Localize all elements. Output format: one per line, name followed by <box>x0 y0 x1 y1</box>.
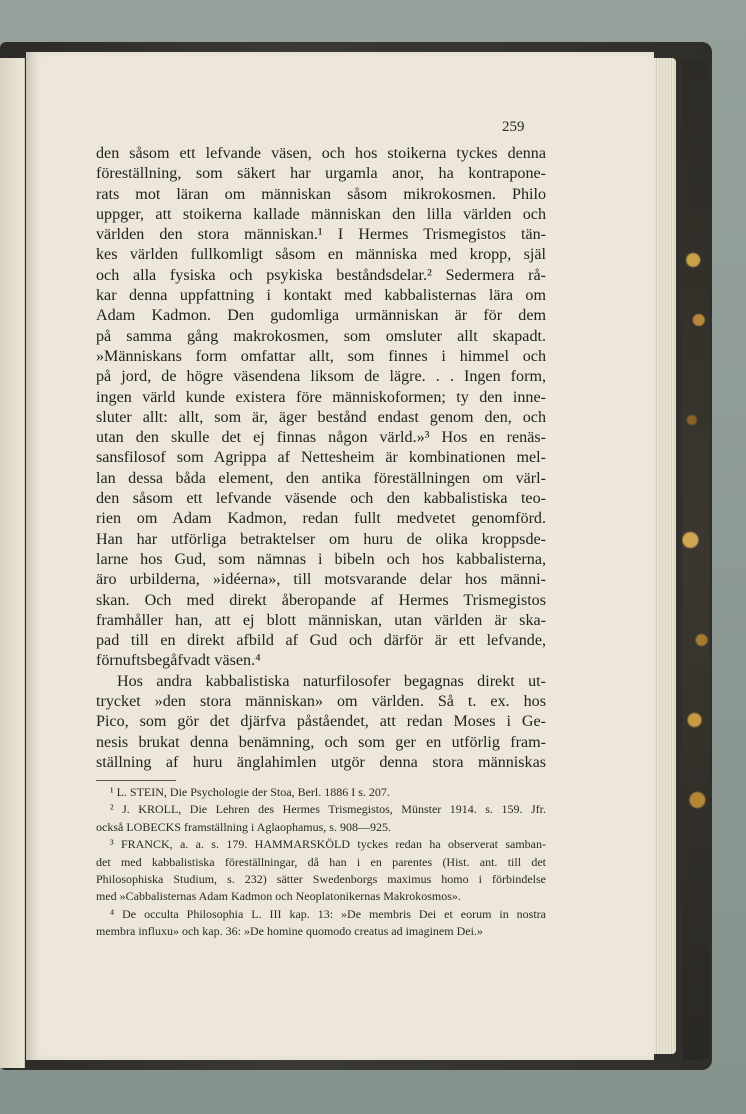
book-cover-edge <box>682 60 710 1060</box>
body-line: utan den skulle det ej finnas någon värld.»³ Hos en renäs- <box>96 429 546 447</box>
body-line: och alla fysiska och psykiska beståndsdelar.² Sedermera rå- <box>96 266 546 284</box>
body-line: Han har utförliga betraktelser om huru de olika kroppsde- <box>96 530 546 548</box>
footnote-line: ¹ L. STEIN, Die Psychologie der Stoa, Berl. 1886 I s. 207. <box>110 785 390 799</box>
body-line: den såsom ett lefvande väsen, och hos stoikerna tyckes denna <box>96 145 546 162</box>
body-line: äro urbilderna, »idéerna», till motsvarande delar hos männi- <box>96 571 546 589</box>
body-line: på jord, de högre väsendena liksom de lägre. . . Ingen form, <box>96 368 546 386</box>
facing-page-edge <box>0 58 25 1068</box>
body-line: ingen värld kunde existera före människoformen; ty den inne- <box>96 388 546 406</box>
footnote-line: Philosophiska Studium, s. 232) sätter Swedenborgs maximus homo i förbindelse <box>96 872 546 887</box>
body-line: sansfilosof som Agrippa af Nettesheim är kombinationen mel- <box>96 449 546 467</box>
body-line: larne hos Gud, som nämnas i bibeln och hos kabbalisterna, <box>96 550 546 568</box>
body-line: sluter allt: allt, som är, äger bestånd endast genom den, och <box>96 408 546 426</box>
footnote-line: ³ FRANCK, a. a. s. 179. HAMMARSKÖLD tyckes redan ha observerat samban- <box>110 837 546 852</box>
body-line: pad till en direkt afbild af Gud och därför är ett lefvande, <box>96 632 546 650</box>
body-line: trycket »den stora människan» om världen. Så t. ex. hos <box>96 693 546 711</box>
body-line: uppger, att stoikerna kallade människan den lilla världen och <box>96 205 546 223</box>
body-line: världen den stora människan.¹ I Hermes Trismegistos tän- <box>96 226 546 244</box>
body-line: föreställning, som säkert har urgamla anor, ha kontrapone- <box>96 165 546 183</box>
body-line: »Människans form omfattar allt, som finnes i himmel och <box>96 347 546 365</box>
body-line: på samma gång makrokosmen, som omsluter allt skapadt. <box>96 327 546 345</box>
body-text <box>96 144 546 773</box>
body-line: kar denna uppfattning i kontakt med kabbalisternas lära om <box>96 287 546 305</box>
footnote-line: det med kabbalistiska föreställningar, då han i en parentes (Hist. ant. till det <box>96 854 546 869</box>
body-line: ställning af huru änglahimlen utgör denna stora människas <box>96 753 546 771</box>
footnote-line: membra influxu» och kap. 36: »De homine quomodo creatus ad imaginem Dei.» <box>96 924 483 939</box>
body-line: kes världen fullkomligt såsom en människa med kropp, själ <box>96 246 546 264</box>
footnote-rule <box>96 780 176 781</box>
page-number: 259 <box>502 119 525 135</box>
footnote-line: ² J. KROLL, Die Lehren des Hermes Trismegistos, Münster 1914. s. 159. Jfr. <box>110 802 546 817</box>
body-line: Hos andra kabbalistiska naturfilosofer begagnas direkt ut- <box>117 672 546 690</box>
footnote-line: ⁴ De occulta Philosophia L. III kap. 13: »De membris Dei et eorum in nostra <box>110 906 546 921</box>
body-line: rien om Adam Kadmon, redan fullt medvetet genomförd. <box>96 510 546 528</box>
body-line: skan. Och med direkt åberopande af Hermes Trismegistos <box>96 591 546 609</box>
footnotes <box>96 784 546 941</box>
body-line: förnuftsbegåfvadt väsen.⁴ <box>96 652 261 670</box>
body-line: den såsom ett lefvande väsende och den kabbalistiska teo- <box>96 490 546 508</box>
footnote-line: också LOBECKS framställning i Aglaophamus, s. 908—925. <box>96 819 391 834</box>
body-line: rats mot läran om människan såsom mikrokosmen. Philo <box>96 185 546 203</box>
body-line: Pico, som gör det djärfva påståendet, att redan Moses i Ge- <box>96 713 546 731</box>
body-line: Adam Kadmon. Den gudomliga urmänniskan är för dem <box>96 307 546 325</box>
body-line: nesis brukat denna benämning, och som ger en utförlig fram- <box>96 733 546 751</box>
body-line: lan dessa båda element, den antika föreställningen om värl- <box>96 469 546 487</box>
body-line: framhåller han, att ej blott människan, utan världen är ska- <box>96 611 546 629</box>
footnote-line: med »Cabbalisternas Adam Kadmon och Neoplatonikernas Makrokosmos». <box>96 889 461 904</box>
